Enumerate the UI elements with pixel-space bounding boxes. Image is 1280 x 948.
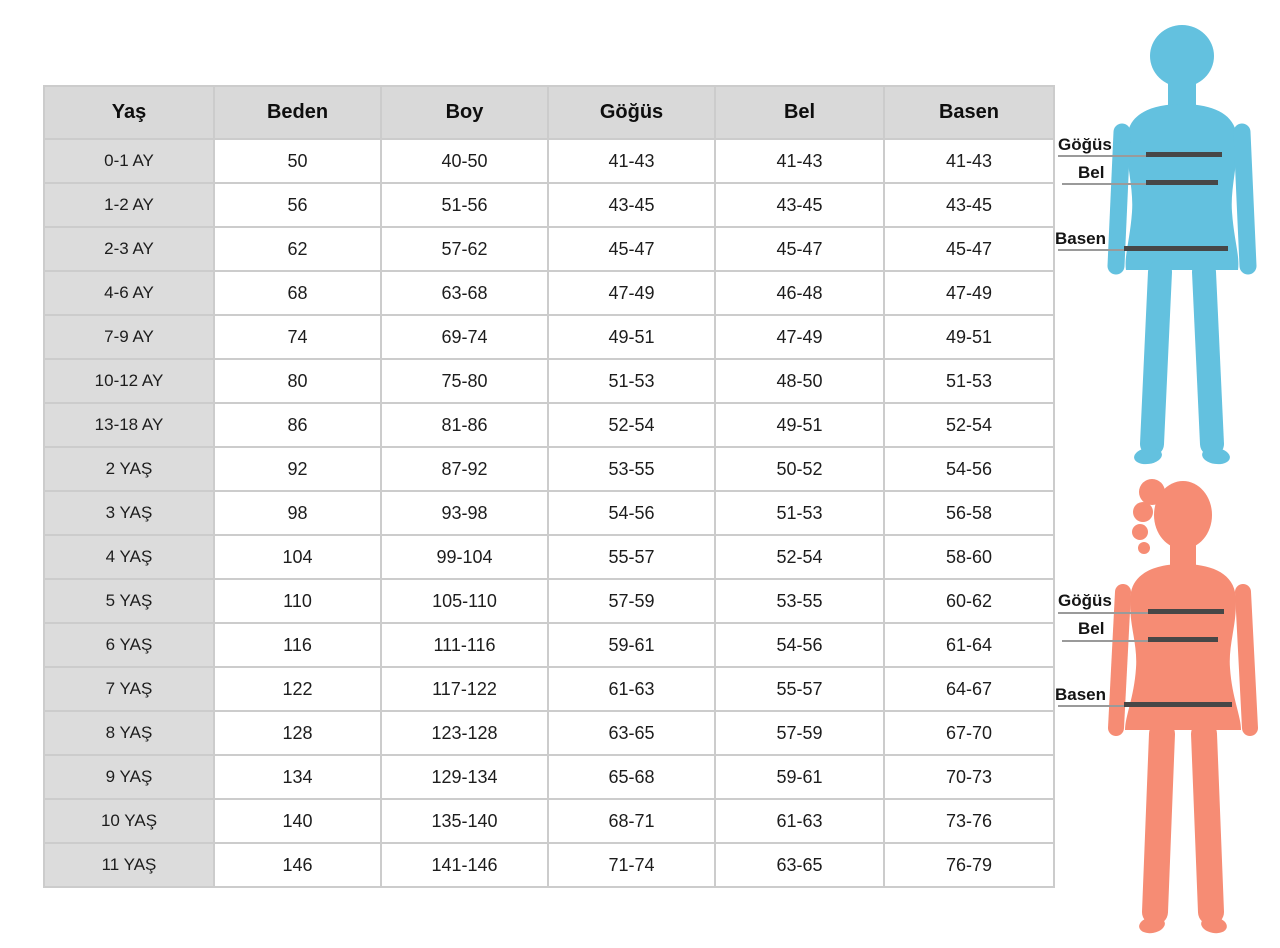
table-row bbox=[44, 359, 1054, 403]
table-cell: 59-61 bbox=[715, 755, 884, 799]
boy-basen-label: Basen bbox=[1055, 229, 1107, 248]
girl-basen-measure-line bbox=[1124, 702, 1232, 707]
row-label-cell: 1-2 AY bbox=[44, 183, 214, 227]
table-cell: 57-59 bbox=[715, 711, 884, 755]
table-cell: 56 bbox=[214, 183, 381, 227]
table-cell: 71-74 bbox=[548, 843, 715, 887]
table-cell: 75-80 bbox=[381, 359, 548, 403]
girl-bel-label: Bel bbox=[1078, 619, 1105, 638]
table-cell: 104 bbox=[214, 535, 381, 579]
table-cell: 52-54 bbox=[884, 403, 1054, 447]
table-cell: 54-56 bbox=[884, 447, 1054, 491]
table-cell: 43-45 bbox=[715, 183, 884, 227]
col-header-basen: Basen bbox=[884, 86, 1054, 139]
table-cell: 63-68 bbox=[381, 271, 548, 315]
table-row bbox=[44, 711, 1054, 755]
table-cell: 43-45 bbox=[884, 183, 1054, 227]
table-cell: 63-65 bbox=[548, 711, 715, 755]
table-row bbox=[44, 227, 1054, 271]
boy-gogus-measure-line bbox=[1146, 152, 1222, 157]
row-label-cell: 8 YAŞ bbox=[44, 711, 214, 755]
table-cell: 128 bbox=[214, 711, 381, 755]
row-label-cell: 2-3 AY bbox=[44, 227, 214, 271]
boy-basen-leader-line bbox=[1058, 249, 1124, 251]
girl-figure bbox=[1100, 478, 1265, 948]
table-row bbox=[44, 535, 1054, 579]
table-cell: 129-134 bbox=[381, 755, 548, 799]
row-label-cell: 11 YAŞ bbox=[44, 843, 214, 887]
col-header-boy: Boy bbox=[381, 86, 548, 139]
table-cell: 146 bbox=[214, 843, 381, 887]
table-cell: 51-53 bbox=[548, 359, 715, 403]
boy-bel-label: Bel bbox=[1078, 163, 1105, 182]
table-cell: 111-116 bbox=[381, 623, 548, 667]
table-cell: 52-54 bbox=[548, 403, 715, 447]
girl-bel-leader-line bbox=[1062, 640, 1148, 642]
table-row bbox=[44, 799, 1054, 843]
table-cell: 47-49 bbox=[884, 271, 1054, 315]
table-cell: 54-56 bbox=[715, 623, 884, 667]
table-cell: 41-43 bbox=[884, 139, 1054, 183]
table-cell: 65-68 bbox=[548, 755, 715, 799]
table-row bbox=[44, 183, 1054, 227]
boy-bel-leader-line bbox=[1062, 183, 1146, 185]
girl-body-shape bbox=[1116, 479, 1250, 935]
header-row bbox=[44, 86, 1054, 139]
table-cell: 68 bbox=[214, 271, 381, 315]
girl-basen-leader-line bbox=[1058, 705, 1124, 707]
table-cell: 80 bbox=[214, 359, 381, 403]
row-label-cell: 6 YAŞ bbox=[44, 623, 214, 667]
table-cell: 46-48 bbox=[715, 271, 884, 315]
table-row bbox=[44, 843, 1054, 887]
table-cell: 53-55 bbox=[715, 579, 884, 623]
table-cell: 140 bbox=[214, 799, 381, 843]
row-label-cell: 0-1 AY bbox=[44, 139, 214, 183]
row-label-cell: 7 YAŞ bbox=[44, 667, 214, 711]
table-cell: 122 bbox=[214, 667, 381, 711]
table-cell: 141-146 bbox=[381, 843, 548, 887]
table-cell: 110 bbox=[214, 579, 381, 623]
table-row bbox=[44, 579, 1054, 623]
table-cell: 45-47 bbox=[884, 227, 1054, 271]
size-table-body bbox=[44, 139, 1054, 887]
table-cell: 98 bbox=[214, 491, 381, 535]
table-cell: 55-57 bbox=[548, 535, 715, 579]
table-cell: 92 bbox=[214, 447, 381, 491]
table-cell: 48-50 bbox=[715, 359, 884, 403]
table-cell: 70-73 bbox=[884, 755, 1054, 799]
table-cell: 50-52 bbox=[715, 447, 884, 491]
table-cell: 45-47 bbox=[715, 227, 884, 271]
table-cell: 59-61 bbox=[548, 623, 715, 667]
girl-gogus-leader-line bbox=[1058, 612, 1148, 614]
table-row bbox=[44, 491, 1054, 535]
table-row bbox=[44, 667, 1054, 711]
table-row bbox=[44, 403, 1054, 447]
table-cell: 74 bbox=[214, 315, 381, 359]
row-label-cell: 9 YAŞ bbox=[44, 755, 214, 799]
table-cell: 61-63 bbox=[548, 667, 715, 711]
table-cell: 69-74 bbox=[381, 315, 548, 359]
row-label-cell: 3 YAŞ bbox=[44, 491, 214, 535]
table-cell: 57-62 bbox=[381, 227, 548, 271]
girl-bel-measure-line bbox=[1148, 637, 1218, 642]
table-cell: 41-43 bbox=[715, 139, 884, 183]
col-header-gogus: Göğüs bbox=[548, 86, 715, 139]
row-label-cell: 2 YAŞ bbox=[44, 447, 214, 491]
table-cell: 47-49 bbox=[715, 315, 884, 359]
table-cell: 68-71 bbox=[548, 799, 715, 843]
table-cell: 81-86 bbox=[381, 403, 548, 447]
table-cell: 99-104 bbox=[381, 535, 548, 579]
girl-gogus-label: Göğüs bbox=[1058, 591, 1112, 610]
table-cell: 57-59 bbox=[548, 579, 715, 623]
table-cell: 52-54 bbox=[715, 535, 884, 579]
table-cell: 135-140 bbox=[381, 799, 548, 843]
table-row bbox=[44, 755, 1054, 799]
table-cell: 41-43 bbox=[548, 139, 715, 183]
table-cell: 61-64 bbox=[884, 623, 1054, 667]
row-label-cell: 5 YAŞ bbox=[44, 579, 214, 623]
girl-basen-label: Basen bbox=[1055, 685, 1107, 704]
table-cell: 47-49 bbox=[548, 271, 715, 315]
table-cell: 54-56 bbox=[548, 491, 715, 535]
table-cell: 117-122 bbox=[381, 667, 548, 711]
row-label-cell: 13-18 AY bbox=[44, 403, 214, 447]
table-row bbox=[44, 315, 1054, 359]
table-row bbox=[44, 271, 1054, 315]
table-cell: 40-50 bbox=[381, 139, 548, 183]
girl-silhouette-icon bbox=[1100, 478, 1265, 944]
table-cell: 134 bbox=[214, 755, 381, 799]
table-cell: 62 bbox=[214, 227, 381, 271]
table-cell: 45-47 bbox=[548, 227, 715, 271]
table-cell: 43-45 bbox=[548, 183, 715, 227]
table-cell: 63-65 bbox=[715, 843, 884, 887]
col-header-bel: Bel bbox=[715, 86, 884, 139]
table-cell: 50 bbox=[214, 139, 381, 183]
table-cell: 86 bbox=[214, 403, 381, 447]
row-label-cell: 10-12 AY bbox=[44, 359, 214, 403]
row-label-cell: 10 YAŞ bbox=[44, 799, 214, 843]
table-cell: 49-51 bbox=[548, 315, 715, 359]
table-cell: 87-92 bbox=[381, 447, 548, 491]
table-cell: 73-76 bbox=[884, 799, 1054, 843]
girl-gogus-measure-line bbox=[1148, 609, 1224, 614]
table-row bbox=[44, 139, 1054, 183]
row-label-cell: 4-6 AY bbox=[44, 271, 214, 315]
table-row bbox=[44, 447, 1054, 491]
table-cell: 60-62 bbox=[884, 579, 1054, 623]
table-row bbox=[44, 623, 1054, 667]
row-label-cell: 7-9 AY bbox=[44, 315, 214, 359]
table-cell: 51-53 bbox=[884, 359, 1054, 403]
table-cell: 55-57 bbox=[715, 667, 884, 711]
boy-bel-measure-line bbox=[1146, 180, 1218, 185]
table-cell: 49-51 bbox=[884, 315, 1054, 359]
boy-gogus-leader-line bbox=[1058, 155, 1146, 157]
table-cell: 67-70 bbox=[884, 711, 1054, 755]
table-cell: 76-79 bbox=[884, 843, 1054, 887]
table-cell: 123-128 bbox=[381, 711, 548, 755]
table-cell: 51-56 bbox=[381, 183, 548, 227]
row-label-cell: 4 YAŞ bbox=[44, 535, 214, 579]
col-header-yas: Yaş bbox=[44, 86, 214, 139]
table-cell: 105-110 bbox=[381, 579, 548, 623]
size-table bbox=[43, 85, 1055, 888]
table-cell: 58-60 bbox=[884, 535, 1054, 579]
table-cell: 64-67 bbox=[884, 667, 1054, 711]
boy-gogus-label: Göğüs bbox=[1058, 135, 1112, 154]
table-cell: 93-98 bbox=[381, 491, 548, 535]
table-cell: 116 bbox=[214, 623, 381, 667]
table-cell: 49-51 bbox=[715, 403, 884, 447]
col-header-beden: Beden bbox=[214, 86, 381, 139]
table-cell: 61-63 bbox=[715, 799, 884, 843]
boy-basen-measure-line bbox=[1124, 246, 1228, 251]
table-cell: 56-58 bbox=[884, 491, 1054, 535]
table-cell: 53-55 bbox=[548, 447, 715, 491]
table-cell: 51-53 bbox=[715, 491, 884, 535]
